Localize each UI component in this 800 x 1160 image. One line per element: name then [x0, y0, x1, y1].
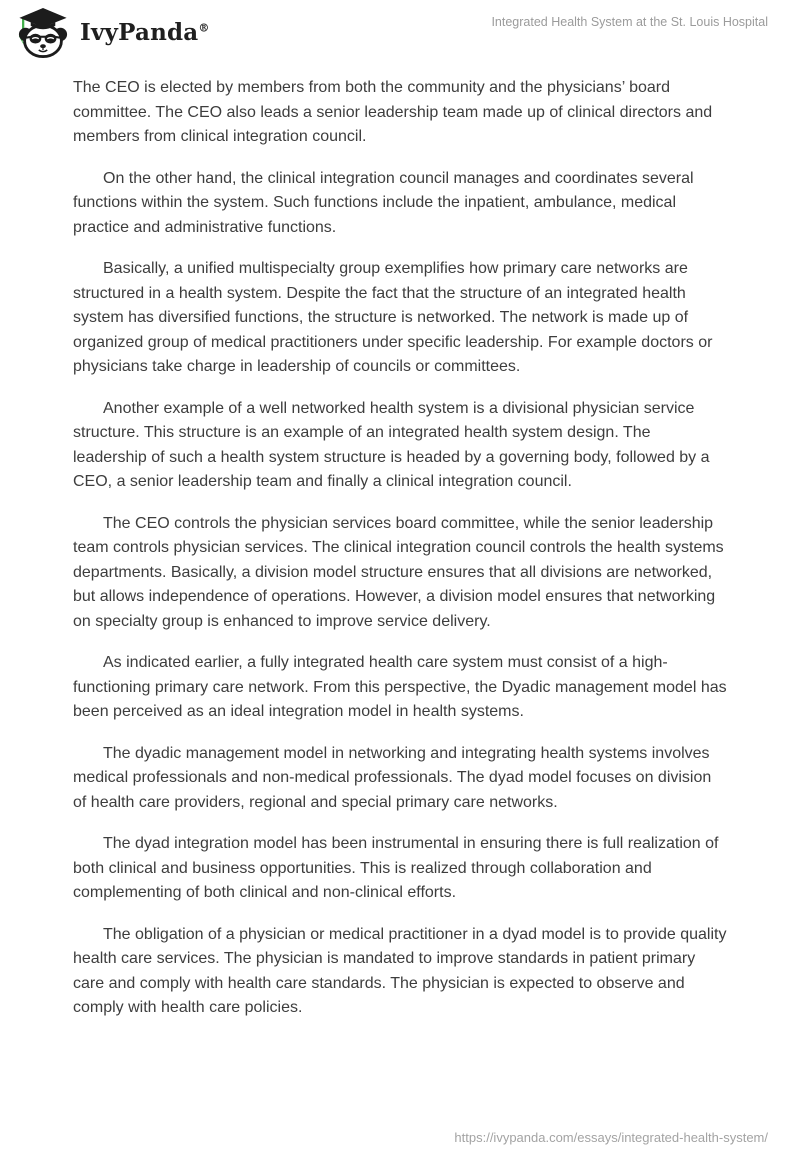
paragraph-6: As indicated earlier, a fully integrated health care system must consist of a high-functioning primary care network. From this perspective, the Dyadic management model has been perceived as an ideal integration model in health systems. [73, 654, 727, 720]
ivypanda-panda-logo-icon [14, 7, 72, 58]
paragraph-7: The dyadic management model in networking and integrating health systems involves medical professionals and non-medical professionals. The dyad model focuses on division of health care providers, regional and special primary care networks. [73, 744, 712, 811]
brand [14, 7, 210, 58]
source-url: https://ivypanda.com/essays/integrated-health-system/ [454, 1130, 768, 1145]
paragraph-8: The dyad integration model has been instrumental in ensuring there is full realization of both clinical and business opportunities. This is realized through collaboration and complementing of both clinical and non-clinical efforts. [73, 835, 719, 901]
essay-body [73, 76, 727, 1021]
paragraph-5: The CEO controls the physician services board committee, while the senior leadership team controls physician services. The clinical integration council controls the health systems departments. Basically, a division model structure ensures that all divisions are networked, but allows independence of operations. However, a division model ensures that networking on specialty group is enhanced to improve service delivery. [73, 514, 724, 630]
paragraph-3: Basically, a unified multispecialty group exemplifies how primary care networks are structured in a health system. Despite the fact that the structure of an integrated health system has diversified functions, the structure is networked. The network is made up of organized group of medical practitioners under specific leadership. For example doctors or physicians take charge in leadership of councils or committees. [73, 260, 713, 375]
page-header [0, 0, 800, 58]
document-title: Integrated Health System at the St. Louis Hospital [491, 15, 768, 29]
page-footer [454, 1130, 768, 1145]
brand-name [80, 19, 210, 46]
registered-trademark: ® [198, 21, 210, 35]
brand-text: IvyPanda [80, 19, 199, 46]
paragraph-2: On the other hand, the clinical integration council manages and coordinates several functions within the system. Such functions include the inpatient, ambulance, medical practice and administrative functions. [73, 169, 694, 236]
paragraph-4: Another example of a well networked health system is a divisional physician service structure. This structure is an example of an integrated health system design. The leadership of such a health system structure is headed by a governing body, followed by a CEO, a senior leadership team and finally a clinical integration council. [73, 399, 710, 490]
paragraph-1: The CEO is elected by members from both the community and the physicians’ board committee. The CEO also leads a senior leadership team made up of clinical directors and members from clinical integration council. [73, 79, 713, 145]
paragraph-9: The obligation of a physician or medical practitioner in a dyad model is to provide quality health care services. The physician is mandated to improve standards in patient primary care and comply with health care standards. The physician is expected to observe and comply with health care policies. [73, 925, 727, 1016]
